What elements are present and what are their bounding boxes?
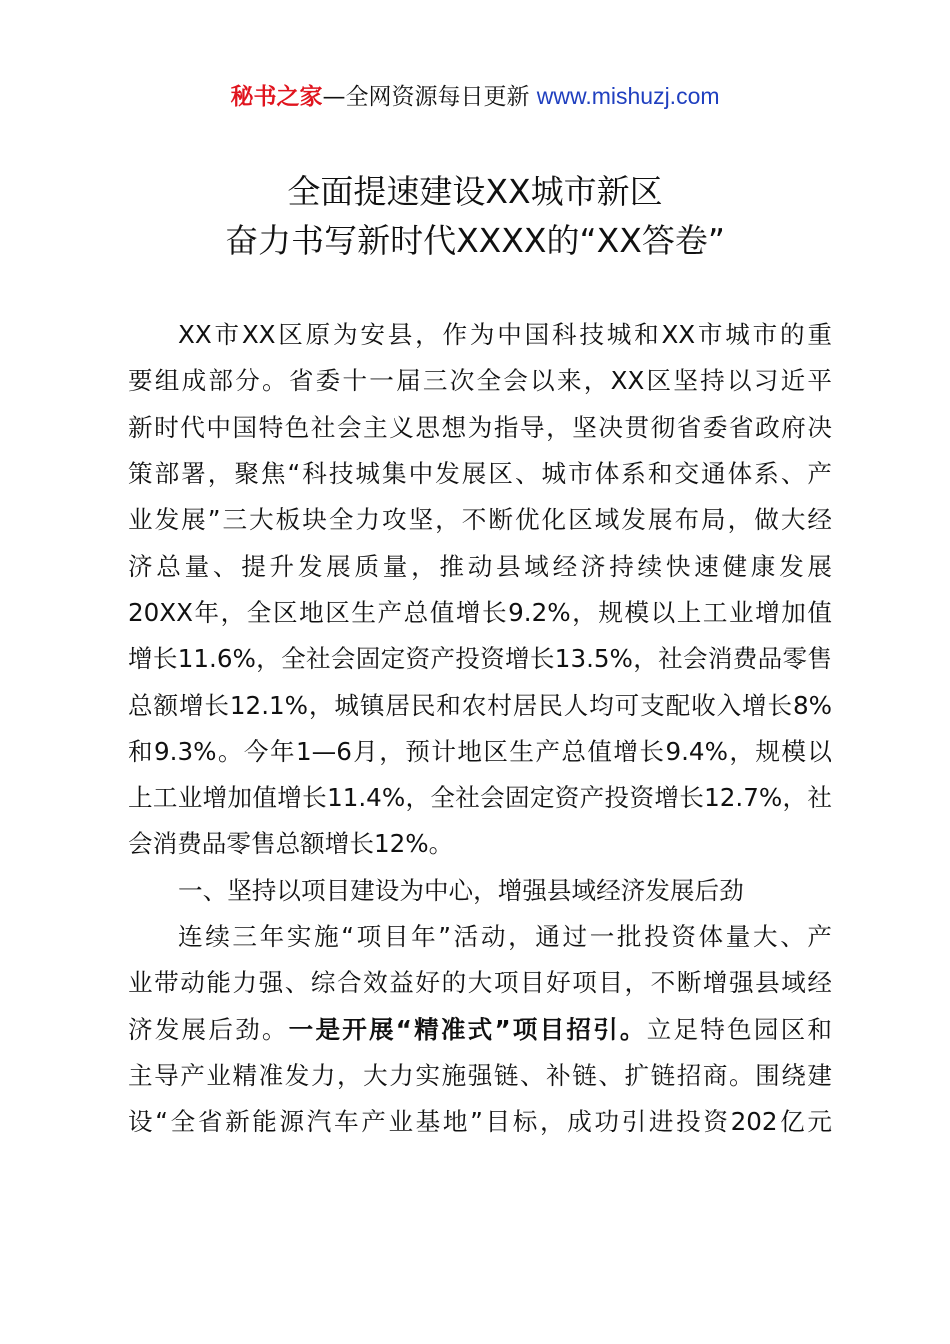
paragraph-line: 主导产业精准发力，大力实施强链、补链、扩链招商。围绕建 [128,1061,832,1090]
paragraph-line: 新时代中国特色社会主义思想为指导，坚决贯彻省委省政府决 [128,413,832,442]
paragraph-line: 总额增长12.1%，城镇居民和农村居民人均可支配收入增长8% [128,691,832,720]
site-brand: 秘书之家 [230,84,323,110]
site-header [0,80,950,113]
paragraph-line: 要组成部分。省委十一届三次全会以来，XX区坚持以习近平 [128,366,832,395]
paragraph-line: 会消费品零售总额增长12%。 [128,829,454,858]
paragraph-line: 济总量、提升发展质量，推动县域经济持续快速健康发展 [128,552,832,581]
paragraph-text: 济发展后劲。 [128,1015,289,1044]
document-title-line-2: 奋力书写新时代XXXX的“XX答卷” [225,221,725,260]
paragraph-line [128,1007,832,1053]
paragraph-text: 立足特色园区和 [646,1015,832,1044]
paragraph-line: 策部署，聚焦“科技城集中发展区、城市体系和交通体系、产 [128,459,832,488]
paragraph-line: 增长11.6%，全社会固定资产投资增长13.5%，社会消费品零售 [128,644,832,673]
paragraph-line: 和9.3%。今年1—6月，预计地区生产总值增长9.4%，规模以 [128,737,832,766]
paragraph-line: 业发展”三大板块全力攻坚，不断优化区域发展布局，做大经 [128,505,832,534]
site-tagline: —全网资源每日更新 [322,84,530,110]
paragraph-line: 20XX年，全区地区生产总值增长9.2%，规模以上工业增加值 [128,598,832,627]
paragraph-line: 连续三年实施“项目年”活动，通过一批投资体量大、产 [178,922,832,951]
section-heading-1: 一、坚持以项目建设为中心，增强县域经济发展后劲 [178,876,744,905]
document-title-line-1: 全面提速建设XX城市新区 [287,172,663,211]
paragraph-line: XX市XX区原为安县，作为中国科技城和XX市城市的重 [178,320,832,349]
site-url-link[interactable]: www.mishuzj.com [536,83,720,109]
paragraph-line: 设“全省新能源汽车产业基地”目标，成功引进投资202亿元 [128,1107,832,1136]
paragraph-line: 业带动能力强、综合效益好的大项目好项目，不断增强县域经 [128,968,832,997]
bold-lead-phrase: 一是开展“精准式”项目招引。 [288,1015,647,1044]
paragraph-line: 上工业增加值增长11.4%，全社会固定资产投资增长12.7%，社 [128,783,832,812]
